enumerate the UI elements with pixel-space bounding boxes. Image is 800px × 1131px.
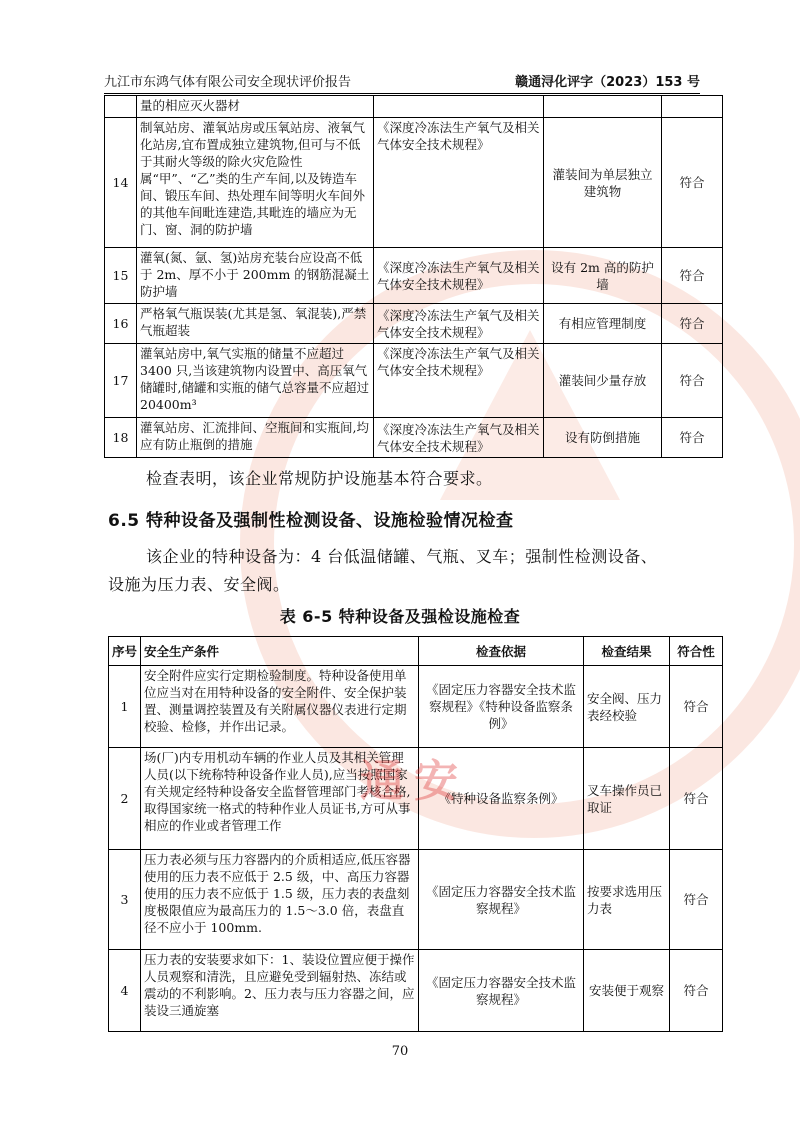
row-number: 4 bbox=[109, 950, 141, 1032]
result-cell: 灌装间少量存放 bbox=[544, 344, 662, 418]
basis-cell: 《深度冷冻法生产氧气及相关气体安全技术规程》 bbox=[374, 344, 544, 418]
row-number: 17 bbox=[105, 344, 137, 418]
result-cell: 叉车操作员已取证 bbox=[584, 748, 670, 850]
result-cell: 设有防倒措施 bbox=[544, 418, 662, 458]
header-basis: 检查依据 bbox=[419, 637, 584, 666]
basis-cell: 《特种设备监察条例》 bbox=[419, 748, 584, 850]
basis-cell: 《固定压力容器安全技术监察规程》《特种设备监察条例》 bbox=[419, 666, 584, 748]
row-number: 18 bbox=[105, 418, 137, 458]
condition-cell: 压力表必须与压力容器内的介质相适应,低压容器使用的压力表不应低于 2.5 级，中、高压力容器使用的压力表不应低于 1.5 级，压力表的表盘刻度极限值应为最高压力的 1.5～3.0 倍，表盘直径不应小于 100mm. bbox=[141, 850, 419, 950]
result-cell: 灌装间为单层独立建筑物 bbox=[544, 118, 662, 248]
conformity-cell: 符合 bbox=[670, 850, 723, 950]
table-row bbox=[105, 118, 723, 248]
header-result: 检查结果 bbox=[584, 637, 670, 666]
table-row bbox=[105, 248, 723, 304]
header-report-number: 赣通浔化评字（2023）153 号 bbox=[515, 75, 700, 90]
table-row bbox=[109, 666, 723, 748]
condition-cell: 严格氧气瓶误装(尤其是氢、氧混装),严禁气瓶超装 bbox=[137, 304, 374, 344]
table-row bbox=[109, 950, 723, 1032]
table-row bbox=[109, 850, 723, 950]
result-cell: 有相应管理制度 bbox=[544, 304, 662, 344]
table-header-row bbox=[109, 637, 723, 666]
row-number: 15 bbox=[105, 248, 137, 304]
header-report-title: 九江市东鸿气体有限公司安全现状评价报告 bbox=[104, 75, 352, 90]
condition-cell: 灌氧站房、汇流排间、空瓶间和实瓶间,均应有防止瓶倒的措施 bbox=[137, 418, 374, 458]
conformity-cell: 符合 bbox=[670, 666, 723, 748]
page-number: 70 bbox=[391, 1044, 409, 1059]
intro-paragraph-line2: 设施为压力表、安全阀。 bbox=[108, 575, 290, 594]
condition-cell: 灌氧(氮、氩、氢)站房充装台应设高不低于 2m、厚不小于 200mm 的钢筋混凝土防护墙 bbox=[137, 248, 374, 304]
conformity-cell: 符合 bbox=[670, 950, 723, 1032]
header-conformity: 符合性 bbox=[670, 637, 723, 666]
row-number: 1 bbox=[109, 666, 141, 748]
basis-cell: 《深度冷冻法生产氧气及相关气体安全技术规程》 bbox=[374, 118, 544, 248]
table-row bbox=[105, 304, 723, 344]
intro-paragraph-line1: 该企业的特种设备为：4 台低温储罐、气瓶、叉车；强制性检测设备、 bbox=[146, 547, 658, 566]
condition-cell: 场(厂)内专用机动车辆的作业人员及其相关管理人员(以下统称特种设备作业人员),应当按照国家有关规定经特种设备安全监督管理部门考核合格,取得国家统一格式的特种作业人员证书,方可从事相应的作业或者管理工作 bbox=[141, 748, 419, 850]
result-cell: 按要求选用压力表 bbox=[584, 850, 670, 950]
basis-cell: 《深度冷冻法生产氧气及相关气体安全技术规程》 bbox=[374, 418, 544, 458]
table-row bbox=[105, 96, 723, 118]
row-number: 2 bbox=[109, 748, 141, 850]
conformity-cell: 符合 bbox=[670, 748, 723, 850]
row-number: 14 bbox=[105, 118, 137, 248]
conformity-cell: 符合 bbox=[662, 118, 723, 248]
conformity-cell: 符合 bbox=[662, 418, 723, 458]
section-heading: 6.5 特种设备及强制性检测设备、设施检验情况检查 bbox=[108, 511, 514, 531]
conformity-cell: 符合 bbox=[662, 344, 723, 418]
header-condition: 安全生产条件 bbox=[141, 637, 419, 666]
basis-cell: 《固定压力容器安全技术监察规程》 bbox=[419, 850, 584, 950]
watermark-stamp-text: 通安 bbox=[360, 756, 468, 807]
condition-cell: 制氧站房、灌氧站房或压氧站房、液氧气化站房,宜布置成独立建筑物,但可与不低于其耐火等级的除火灾危险性属“甲”、“乙”类的生产车间,以及铸造车间、锻压车间、热处理车间等明火车间外的其他车间毗连建造,其毗连的墙应为无门、窗、洞的防护墙 bbox=[137, 118, 374, 248]
condition-cell: 量的相应灭火器材 bbox=[137, 96, 374, 118]
basis-cell: 《固定压力容器安全技术监察规程》 bbox=[419, 950, 584, 1032]
table-row bbox=[105, 418, 723, 458]
row-number: 16 bbox=[105, 304, 137, 344]
header-no: 序号 bbox=[109, 637, 141, 666]
table-caption: 表 6-5 特种设备及强检设施检查 bbox=[279, 607, 521, 626]
table-row bbox=[105, 344, 723, 418]
condition-cell: 灌氧站房中,氧气实瓶的储量不应超过3400 只,当该建筑物内设置中、高压氧气储罐时,储罐和实瓶的储气总容量不应超过 20400m³ bbox=[137, 344, 374, 418]
conformity-cell: 符合 bbox=[662, 304, 723, 344]
result-cell: 安装便于观察 bbox=[584, 950, 670, 1032]
result-cell: 设有 2m 高的防护墙 bbox=[544, 248, 662, 304]
basis-cell: 《深度冷冻法生产氧气及相关气体安全技术规程》 bbox=[374, 248, 544, 304]
summary-paragraph: 检查表明，该企业常规防护设施基本符合要求。 bbox=[146, 469, 493, 488]
basis-cell: 《深度冷冻法生产氧气及相关气体安全技术规程》 bbox=[374, 304, 544, 344]
row-number: 3 bbox=[109, 850, 141, 950]
special-equipment-check-table bbox=[108, 636, 723, 1032]
condition-cell: 压力表的安装要求如下：1、装设位置应便于操作人员观察和清洗，且应避免受到辐射热、冻结或震动的不利影响。2、压力表与压力容器之间，应装设三通旋塞 bbox=[141, 950, 419, 1032]
conformity-cell: 符合 bbox=[662, 248, 723, 304]
checklist-table-continued bbox=[104, 95, 723, 458]
table-row bbox=[109, 748, 723, 850]
page-header bbox=[104, 66, 700, 94]
result-cell: 安全阀、压力表经校验 bbox=[584, 666, 670, 748]
condition-cell: 安全附件应实行定期检验制度。特种设备使用单位应当对在用特种设备的安全附件、安全保护装置、测量调控装置及有关附属仪器仪表进行定期校验、检修，并作出记录。 bbox=[141, 666, 419, 748]
